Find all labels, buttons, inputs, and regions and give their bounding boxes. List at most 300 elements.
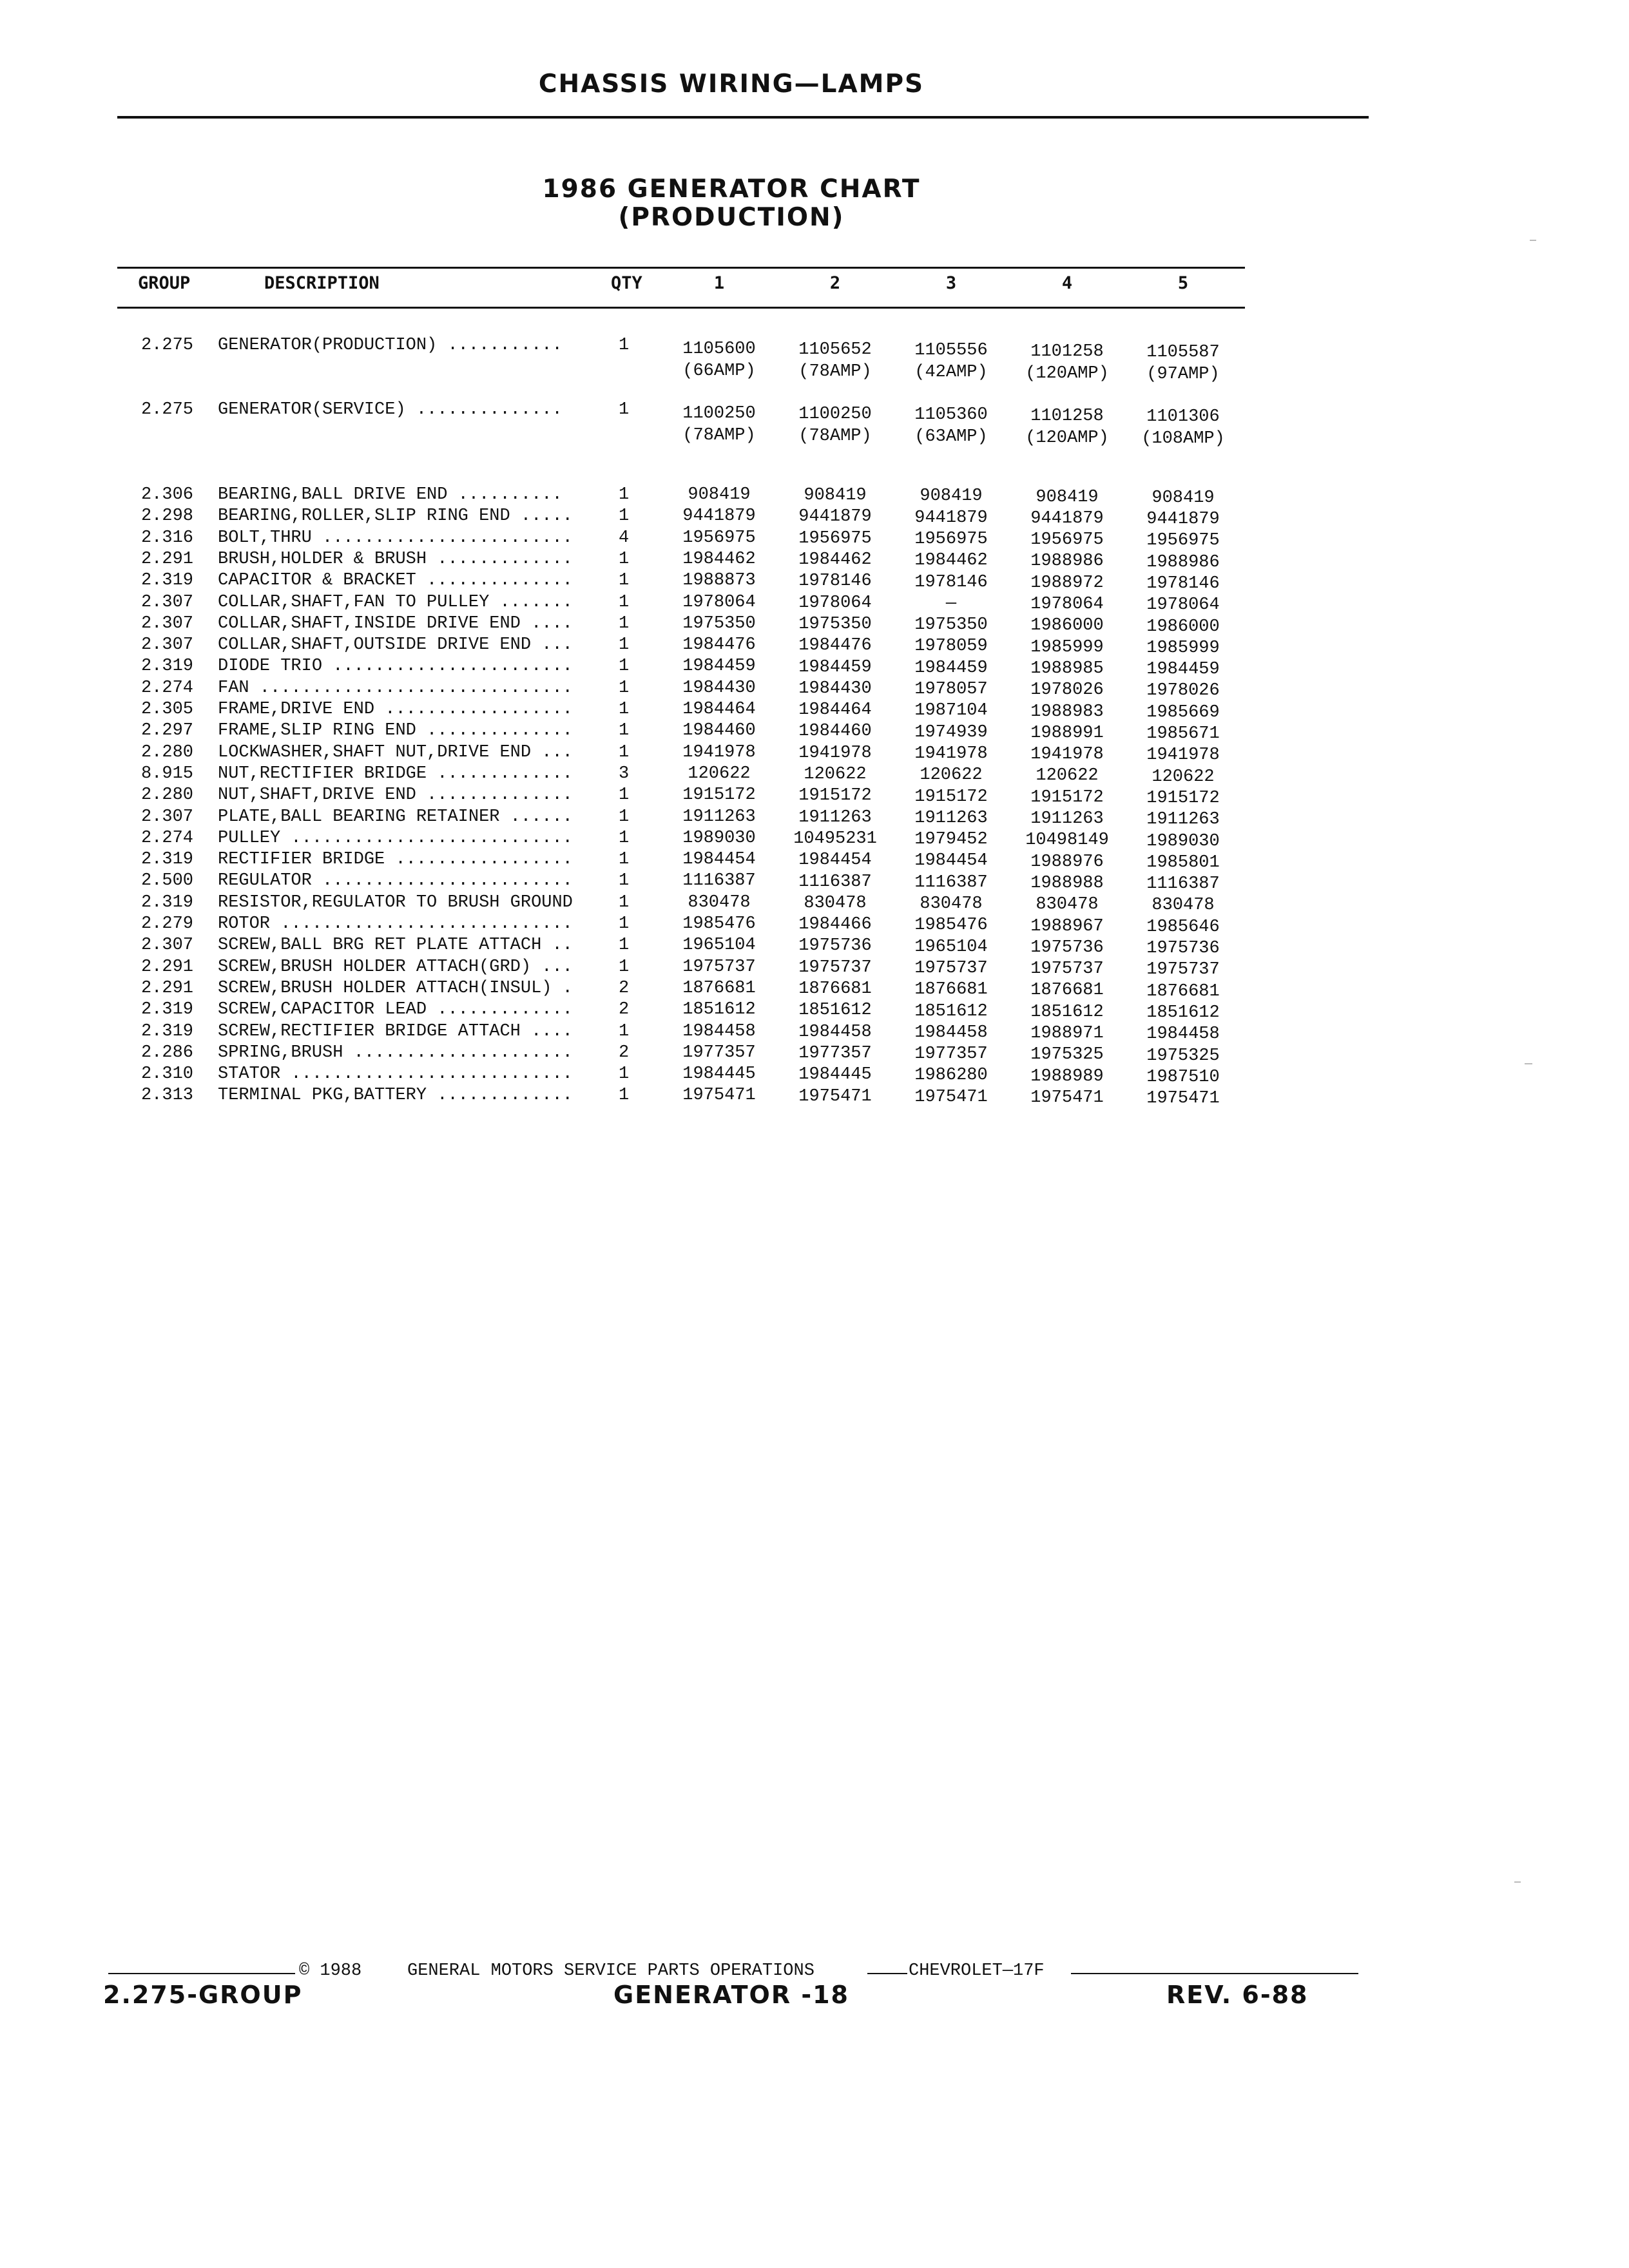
group-cell: 2.280 <box>140 742 193 762</box>
part-number-cell: 1116387 <box>682 871 756 891</box>
amperage-cell: (63AMP) <box>914 427 988 447</box>
group-cell: 2.313 <box>140 1086 193 1106</box>
qty-cell: 2 <box>619 1000 630 1020</box>
description-cell: BEARING,ROLLER,SLIP RING END ..... <box>218 506 573 526</box>
table-row <box>0 764 1629 785</box>
footer-section-label: GENERATOR -18 <box>613 1981 849 2009</box>
part-number-cell: 1851612 <box>914 1001 988 1021</box>
part-number-cell: 1984430 <box>682 678 756 698</box>
part-number-cell: 1975736 <box>1146 939 1220 959</box>
part-number-cell: 10498149 <box>1025 831 1109 850</box>
part-number-cell: 9441879 <box>1146 510 1220 530</box>
group-cell: 2.319 <box>140 850 193 870</box>
group-cell: 2.305 <box>140 700 193 719</box>
part-number-cell: 1985801 <box>1146 852 1220 872</box>
table-row <box>0 742 1629 764</box>
description-cell: NUT,RECTIFIER BRIDGE ............. <box>218 764 573 783</box>
scan-speck <box>1525 1063 1532 1064</box>
table-row <box>0 1064 1629 1086</box>
part-number-cell: 1986000 <box>1146 617 1220 637</box>
group-cell: 2.286 <box>140 1043 193 1062</box>
group-cell: 2.291 <box>140 978 193 998</box>
part-number-cell: 1911263 <box>798 807 872 827</box>
part-number-cell: 1975737 <box>1030 959 1104 979</box>
qty-cell: 1 <box>619 635 630 655</box>
part-number-cell: 830478 <box>1152 896 1215 916</box>
part-number-cell: 1988989 <box>1030 1066 1104 1086</box>
description-cell: TERMINAL PKG,BATTERY ............. <box>218 1086 573 1106</box>
part-number-cell: 1984445 <box>682 1064 756 1084</box>
description-cell: SCREW,BRUSH HOLDER ATTACH(INSUL) . <box>218 978 573 998</box>
part-number-cell: 1984454 <box>798 850 872 870</box>
part-number-cell: 1105360 <box>914 405 988 425</box>
part-number-cell: 1915172 <box>1146 788 1220 808</box>
part-number-cell: 1915172 <box>914 787 988 807</box>
amperage-cell: (108AMP) <box>1141 428 1225 448</box>
part-number-cell: 1986000 <box>1030 616 1104 636</box>
part-number-cell: 1851612 <box>682 1000 756 1020</box>
part-number-cell: 1984460 <box>682 721 756 741</box>
part-number-cell: 1984430 <box>798 678 872 698</box>
part-number-cell: 1984458 <box>1146 1024 1220 1044</box>
description-cell: BEARING,BALL DRIVE END .......... <box>218 485 563 505</box>
part-number-cell: 1977357 <box>914 1044 988 1064</box>
table-row <box>0 613 1629 635</box>
part-number-cell: 1915172 <box>1030 787 1104 807</box>
part-number-cell: 908419 <box>1152 488 1215 508</box>
part-number-cell: 1988986 <box>1030 552 1104 572</box>
description-cell: BOLT,THRU ........................ <box>218 528 573 548</box>
part-number-cell: 1975350 <box>914 615 988 635</box>
group-cell: 2.307 <box>140 592 193 612</box>
part-number-cell: 1984462 <box>682 549 756 569</box>
part-number-cell: 1978059 <box>914 637 988 657</box>
part-number-cell: 1975736 <box>1030 937 1104 957</box>
chart-title-line1: 1986 GENERATOR CHART <box>542 175 921 204</box>
part-number-cell: 1101258 <box>1030 406 1104 426</box>
description-cell: RECTIFIER BRIDGE ................. <box>218 850 573 870</box>
amperage-cell: (78AMP) <box>682 426 756 445</box>
table-row <box>0 870 1629 892</box>
description-cell: SPRING,BRUSH ..................... <box>218 1043 573 1062</box>
part-number-cell: 1988986 <box>1146 552 1220 572</box>
part-number-cell: 1915172 <box>798 786 872 806</box>
group-cell: 2.279 <box>140 914 193 934</box>
description-cell: FRAME,DRIVE END .................. <box>218 700 573 719</box>
part-number-cell: 1915172 <box>682 785 756 805</box>
qty-cell: 1 <box>619 613 630 633</box>
part-number-cell: 1975737 <box>798 957 872 977</box>
part-number-cell: 1975471 <box>914 1087 988 1107</box>
part-number-cell: 1988976 <box>1030 852 1104 872</box>
qty-cell: 1 <box>619 506 630 526</box>
part-number-cell: 908419 <box>804 486 867 506</box>
amperage-cell: (78AMP) <box>798 362 872 382</box>
description-cell: BRUSH,HOLDER & BRUSH ............. <box>218 549 573 569</box>
qty-cell: 1 <box>619 1064 630 1084</box>
group-cell: 2.319 <box>140 1021 193 1041</box>
part-number-cell: 1988873 <box>682 571 756 591</box>
part-number-cell: 1978057 <box>914 680 988 700</box>
part-number-cell: 1978026 <box>1030 680 1104 700</box>
group-cell: 2.297 <box>140 721 193 741</box>
part-number-cell: 1984459 <box>1146 660 1220 680</box>
table-row <box>0 828 1629 850</box>
part-number-cell: 908419 <box>688 485 751 505</box>
part-number-cell: 1116387 <box>1146 874 1220 894</box>
part-number-cell: 120622 <box>1152 767 1215 787</box>
column-header-model-4: 4 <box>1061 273 1073 293</box>
part-number-cell: 1975737 <box>1146 960 1220 980</box>
description-cell: RESISTOR,REGULATOR TO BRUSH GROUND <box>218 892 573 912</box>
part-number-cell: 1977357 <box>798 1043 872 1063</box>
part-number-cell: 1984459 <box>682 657 756 677</box>
part-number-cell: 1101258 <box>1030 341 1104 361</box>
part-number-cell: 1876681 <box>914 980 988 1000</box>
part-number-cell: 1985671 <box>1146 724 1220 744</box>
part-number-cell: 1965104 <box>914 937 988 957</box>
part-number-cell: 1989030 <box>682 828 756 848</box>
part-number-cell: 1105652 <box>798 340 872 360</box>
part-number-cell: 1984476 <box>682 635 756 655</box>
part-number-cell: 1851612 <box>1030 1002 1104 1022</box>
qty-cell: 1 <box>619 892 630 912</box>
footer-organization: GENERAL MOTORS SERVICE PARTS OPERATIONS <box>407 1961 815 1981</box>
part-number-cell: 1984458 <box>798 1022 872 1042</box>
qty-cell: 1 <box>619 957 630 977</box>
part-number-cell: — <box>945 593 957 613</box>
table-row <box>0 1043 1629 1064</box>
group-cell: 2.275 <box>140 400 193 419</box>
amperage-cell: (120AMP) <box>1025 363 1109 383</box>
part-number-cell: 1975736 <box>798 936 872 956</box>
part-number-cell: 1984462 <box>914 551 988 571</box>
part-number-cell: 1116387 <box>798 872 872 892</box>
table-row <box>0 1085 1629 1107</box>
qty-cell: 1 <box>619 807 630 827</box>
part-number-cell: 908419 <box>920 486 983 506</box>
qty-cell: 1 <box>619 785 630 805</box>
qty-cell: 1 <box>619 485 630 505</box>
part-number-cell: 1988991 <box>1030 723 1104 743</box>
part-number-cell: 1941978 <box>798 743 872 763</box>
part-number-cell: 1986280 <box>914 1066 988 1086</box>
qty-cell: 1 <box>619 336 630 355</box>
qty-cell: 3 <box>619 764 630 783</box>
part-number-cell: 1975471 <box>798 1086 872 1106</box>
group-cell: 2.274 <box>140 678 193 698</box>
qty-cell: 1 <box>619 700 630 719</box>
part-number-cell: 9441879 <box>682 506 756 526</box>
part-number-cell: 1941978 <box>1030 745 1104 765</box>
column-header-model-5: 5 <box>1177 273 1189 293</box>
part-number-cell: 1941978 <box>682 742 756 762</box>
part-number-cell: 1105600 <box>682 340 756 359</box>
qty-cell: 1 <box>619 592 630 612</box>
part-number-cell: 1985476 <box>682 914 756 934</box>
part-number-cell: 1984459 <box>798 657 872 677</box>
part-number-cell: 120622 <box>1036 766 1099 786</box>
table-row <box>0 785 1629 807</box>
table-row <box>0 849 1629 871</box>
qty-cell: 1 <box>619 549 630 569</box>
qty-cell: 1 <box>619 936 630 956</box>
table-row <box>0 656 1629 678</box>
part-number-cell: 1876681 <box>1030 981 1104 1001</box>
part-number-cell: 1105587 <box>1146 342 1220 362</box>
description-cell: COLLAR,SHAFT,OUTSIDE DRIVE END ... <box>218 635 573 655</box>
part-number-cell: 1975325 <box>1030 1045 1104 1065</box>
part-number-cell: 1984459 <box>914 658 988 678</box>
group-cell: 2.291 <box>140 957 193 977</box>
description-cell: SCREW,CAPACITOR LEAD ............. <box>218 1000 573 1020</box>
part-number-cell: 1975350 <box>798 614 872 634</box>
footer-revision: REV. 6-88 <box>1166 1981 1309 2009</box>
part-number-cell: 120622 <box>920 765 983 785</box>
part-number-cell: 1984458 <box>682 1021 756 1041</box>
part-number-cell: 1985999 <box>1146 638 1220 658</box>
qty-cell: 1 <box>619 914 630 934</box>
table-row <box>0 699 1629 721</box>
part-number-cell: 1975737 <box>914 958 988 978</box>
part-number-cell: 1985476 <box>914 916 988 936</box>
part-number-cell: 1989030 <box>1146 831 1220 851</box>
part-number-cell: 1979452 <box>914 830 988 850</box>
footer-rule-left <box>108 1973 295 1974</box>
qty-cell: 1 <box>619 678 630 698</box>
group-cell: 2.319 <box>140 1000 193 1020</box>
amperage-cell: (97AMP) <box>1146 364 1220 384</box>
part-number-cell: 1985646 <box>1146 917 1220 937</box>
part-number-cell: 1984462 <box>798 550 872 570</box>
description-cell: COLLAR,SHAFT,FAN TO PULLEY ....... <box>218 592 573 612</box>
part-number-cell: 1956975 <box>798 528 872 548</box>
table-row <box>0 807 1629 829</box>
description-cell: SCREW,BALL BRG RET PLATE ATTACH .. <box>218 936 573 956</box>
part-number-cell: 1988988 <box>1030 873 1104 893</box>
part-number-cell: 1956975 <box>914 529 988 549</box>
description-cell: COLLAR,SHAFT,INSIDE DRIVE END .... <box>218 613 573 633</box>
table-row <box>0 635 1629 657</box>
part-number-cell: 10495231 <box>793 829 877 849</box>
footer-division: CHEVROLET—17F <box>909 1961 1045 1981</box>
column-header-qty: QTY <box>611 273 642 293</box>
description-cell: GENERATOR(SERVICE) .............. <box>218 400 563 419</box>
group-cell: 2.307 <box>140 936 193 956</box>
amperage-cell: (42AMP) <box>914 363 988 383</box>
group-cell: 2.319 <box>140 571 193 591</box>
part-number-cell: 1984445 <box>798 1065 872 1085</box>
part-number-cell: 1116387 <box>914 872 988 892</box>
table-row <box>0 892 1629 914</box>
qty-cell: 2 <box>619 1043 630 1062</box>
part-number-cell: 1975737 <box>682 957 756 977</box>
description-cell: SCREW,RECTIFIER BRIDGE ATTACH .... <box>218 1021 573 1041</box>
qty-cell: 1 <box>619 1021 630 1041</box>
group-cell: 2.316 <box>140 528 193 548</box>
amperage-cell: (120AMP) <box>1025 428 1109 448</box>
qty-cell: 1 <box>619 850 630 870</box>
part-number-cell: 1984476 <box>798 636 872 656</box>
qty-cell: 1 <box>619 400 630 419</box>
description-cell: REGULATOR ........................ <box>218 871 573 891</box>
footer-copyright: © 1988 <box>299 1961 362 1981</box>
part-number-cell: 1975471 <box>1146 1089 1220 1109</box>
part-number-cell: 1988983 <box>1030 702 1104 722</box>
part-number-cell: 1941978 <box>914 744 988 764</box>
part-number-cell: 1985669 <box>1146 702 1220 722</box>
part-number-cell: 1911263 <box>914 808 988 828</box>
part-number-cell: 1876681 <box>798 979 872 999</box>
part-number-cell: 1978064 <box>1146 595 1220 615</box>
table-row <box>0 506 1629 528</box>
table-row <box>0 399 1629 448</box>
column-header-model-3: 3 <box>945 273 957 293</box>
part-number-cell: 1911263 <box>1146 810 1220 830</box>
part-number-cell: 1975471 <box>1030 1088 1104 1108</box>
group-cell: 2.307 <box>140 807 193 827</box>
table-row <box>0 999 1629 1021</box>
part-number-cell: 1978146 <box>914 572 988 592</box>
group-cell: 2.307 <box>140 635 193 655</box>
part-number-cell: 830478 <box>1036 895 1099 915</box>
table-row <box>0 570 1629 592</box>
part-number-cell: 1984460 <box>798 722 872 742</box>
part-number-cell: 1988967 <box>1030 916 1104 936</box>
column-header-model-2: 2 <box>829 273 841 293</box>
qty-cell: 2 <box>619 978 630 998</box>
part-number-cell: 1978064 <box>798 593 872 613</box>
group-cell: 2.298 <box>140 506 193 526</box>
table-row <box>0 528 1629 550</box>
part-number-cell: 1956975 <box>1146 531 1220 551</box>
part-number-cell: 1978064 <box>1030 595 1104 615</box>
description-cell: STATOR ........................... <box>218 1064 573 1084</box>
part-number-cell: 1876681 <box>682 978 756 998</box>
table-row <box>0 485 1629 506</box>
group-cell: 2.274 <box>140 828 193 848</box>
part-number-cell: 1974939 <box>914 722 988 742</box>
part-number-cell: 1987104 <box>914 701 988 721</box>
part-number-cell: 1941978 <box>1146 745 1220 765</box>
page-header-title: CHASSIS WIRING—LAMPS <box>538 70 925 99</box>
description-cell: SCREW,BRUSH HOLDER ATTACH(GRD) ... <box>218 957 573 977</box>
description-cell: NUT,SHAFT,DRIVE END .............. <box>218 785 573 805</box>
column-header-model-1: 1 <box>713 273 725 293</box>
part-number-cell: 908419 <box>1036 487 1099 507</box>
description-cell: CAPACITOR & BRACKET .............. <box>218 571 573 591</box>
part-number-cell: 830478 <box>920 894 983 914</box>
qty-cell: 1 <box>619 828 630 848</box>
part-number-cell: 1978026 <box>1146 681 1220 701</box>
table-row <box>0 678 1629 700</box>
group-cell: 2.319 <box>140 657 193 677</box>
part-number-cell: 1911263 <box>1030 809 1104 829</box>
part-number-cell: 1956975 <box>682 528 756 548</box>
table-row <box>0 549 1629 571</box>
part-number-cell: 1975350 <box>682 613 756 633</box>
table-row <box>0 935 1629 957</box>
chart-title-line2: (PRODUCTION) <box>618 203 845 232</box>
part-number-cell: 1984454 <box>682 850 756 870</box>
part-number-cell: 1851612 <box>1146 1003 1220 1023</box>
description-cell: LOCKWASHER,SHAFT NUT,DRIVE END ... <box>218 742 573 762</box>
group-cell: 2.306 <box>140 485 193 505</box>
part-number-cell: 1988971 <box>1030 1024 1104 1044</box>
table-row <box>0 592 1629 614</box>
part-number-cell: 1105556 <box>914 341 988 361</box>
amperage-cell: (66AMP) <box>682 361 756 381</box>
part-number-cell: 1911263 <box>682 807 756 827</box>
footer-group-label: 2.275-GROUP <box>103 1981 303 2009</box>
footer-rule-right <box>1071 1973 1358 1974</box>
scan-speck <box>1530 240 1536 241</box>
description-cell: FAN .............................. <box>218 678 573 698</box>
part-number-cell: 1100250 <box>682 404 756 423</box>
group-cell: 2.500 <box>140 871 193 891</box>
part-number-cell: 1851612 <box>798 1001 872 1021</box>
qty-cell: 4 <box>619 528 630 548</box>
part-number-cell: 1984466 <box>798 915 872 935</box>
group-cell: 2.307 <box>140 613 193 633</box>
group-cell: 2.319 <box>140 892 193 912</box>
qty-cell: 1 <box>619 742 630 762</box>
part-number-cell: 1984464 <box>682 700 756 719</box>
group-cell: 2.310 <box>140 1064 193 1084</box>
description-cell: ROTOR ............................ <box>218 914 573 934</box>
group-cell: 8.915 <box>140 764 193 783</box>
part-number-cell: 1984454 <box>914 851 988 871</box>
table-row <box>0 914 1629 936</box>
qty-cell: 1 <box>619 721 630 741</box>
column-header-description: DESCRIPTION <box>264 273 380 293</box>
part-number-cell: 1975325 <box>1146 1046 1220 1066</box>
qty-cell: 1 <box>619 1086 630 1106</box>
part-number-cell: 1978064 <box>682 592 756 612</box>
part-number-cell: 1977357 <box>682 1043 756 1062</box>
part-number-cell: 1988985 <box>1030 658 1104 678</box>
part-number-cell: 1978146 <box>798 572 872 591</box>
scan-speck <box>1514 1881 1521 1883</box>
group-cell: 2.280 <box>140 785 193 805</box>
part-number-cell: 1101306 <box>1146 407 1220 427</box>
part-number-cell: 120622 <box>804 765 867 785</box>
part-number-cell: 830478 <box>804 893 867 913</box>
part-number-cell: 1987510 <box>1146 1067 1220 1087</box>
part-number-cell: 1956975 <box>1030 530 1104 550</box>
description-cell: FRAME,SLIP RING END .............. <box>218 721 573 741</box>
footer-rule-middle <box>867 1973 907 1974</box>
part-number-cell: 1984464 <box>798 700 872 720</box>
part-number-cell: 1988972 <box>1030 573 1104 593</box>
description-cell: PLATE,BALL BEARING RETAINER ...... <box>218 807 573 827</box>
group-cell: 2.291 <box>140 549 193 569</box>
group-cell: 2.275 <box>140 336 193 355</box>
part-number-cell: 1965104 <box>682 936 756 956</box>
qty-cell: 1 <box>619 871 630 891</box>
column-header-group: GROUP <box>138 273 191 293</box>
part-number-cell: 1984458 <box>914 1023 988 1043</box>
part-number-cell: 9441879 <box>914 508 988 528</box>
description-cell: PULLEY ........................... <box>218 828 573 848</box>
part-number-cell: 1876681 <box>1146 981 1220 1001</box>
table-row <box>0 720 1629 742</box>
part-number-cell: 1985999 <box>1030 637 1104 657</box>
part-number-cell: 1975471 <box>682 1086 756 1106</box>
table-row <box>0 335 1629 384</box>
part-number-cell: 830478 <box>688 892 751 912</box>
table-row <box>0 1021 1629 1043</box>
